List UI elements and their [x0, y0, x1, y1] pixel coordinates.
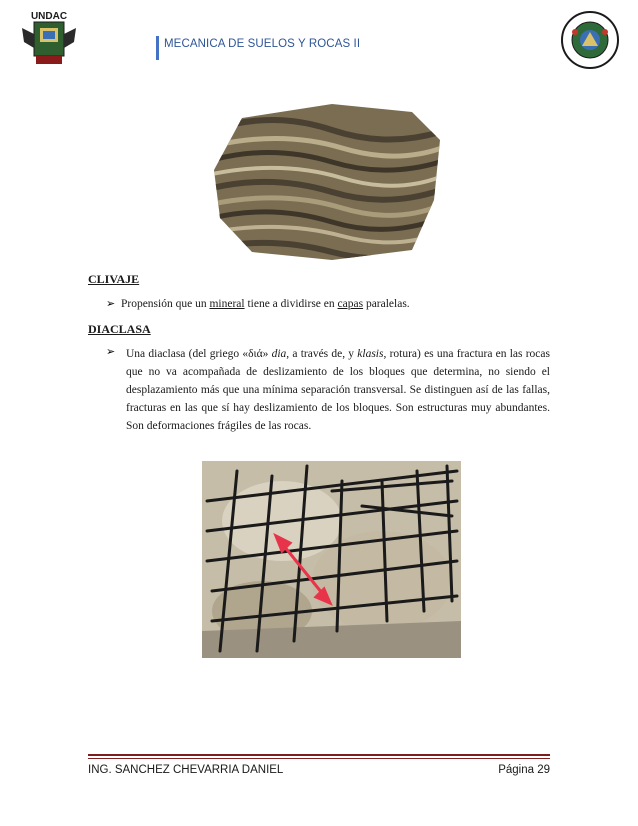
footer-rule [88, 754, 550, 756]
link-capas[interactable]: capas [337, 298, 364, 310]
diaclasa-paragraph [126, 345, 550, 435]
ingenieria-geologica-seal [560, 10, 620, 70]
clivaje-text-2: tiene a dividirse en [244, 298, 338, 310]
link-mineral[interactable]: mineral [209, 298, 245, 310]
footer-rule-thin [88, 758, 550, 759]
header-accent-bar [156, 36, 159, 60]
diaclasa-joints-photo [202, 461, 461, 658]
diaclasa-text-2: , a través de, y [286, 348, 358, 360]
foliated-rock-image [212, 100, 446, 262]
diaclasa-italic-klasis: klasis [357, 348, 384, 360]
footer-page-number: Página 29 [498, 764, 550, 776]
clivaje-text-1: Propensión que un [120, 298, 210, 310]
undac-logo [20, 8, 78, 70]
heading-diaclasa: DIACLASA [88, 322, 151, 336]
diaclasa-bullet-marker [106, 345, 115, 358]
diaclasa-text-3: , rotura) es una fractura en las rocas que no va acompañada de deslizamiento de los bloques que determina, no siendo el desplazamiento más que una mínima separación transversal. Se distinguen así de las fallas, fracturas en las que sí hay deslizamiento de los bloques. Son estructuras muy abundantes. Son deformaciones frágiles de las rocas. [126, 348, 550, 432]
arrow-bullet-icon: ➢ [106, 298, 116, 310]
clivaje-text-3: paralelas. [363, 298, 410, 310]
diaclasa-text-1: Una diaclasa (del griego «διά» [126, 348, 272, 360]
page-header-title: MECANICA DE SUELOS Y ROCAS II [164, 38, 361, 50]
logo-left-text: UNDAC [30, 11, 68, 22]
heading-clivaje: CLIVAJE [88, 272, 140, 286]
clivaje-bullet [106, 297, 410, 310]
footer-author: ING. SANCHEZ CHEVARRIA DANIEL [88, 764, 284, 776]
diaclasa-italic-dia: dia [271, 348, 287, 360]
arrow-bullet-icon: ➢ [106, 346, 116, 358]
